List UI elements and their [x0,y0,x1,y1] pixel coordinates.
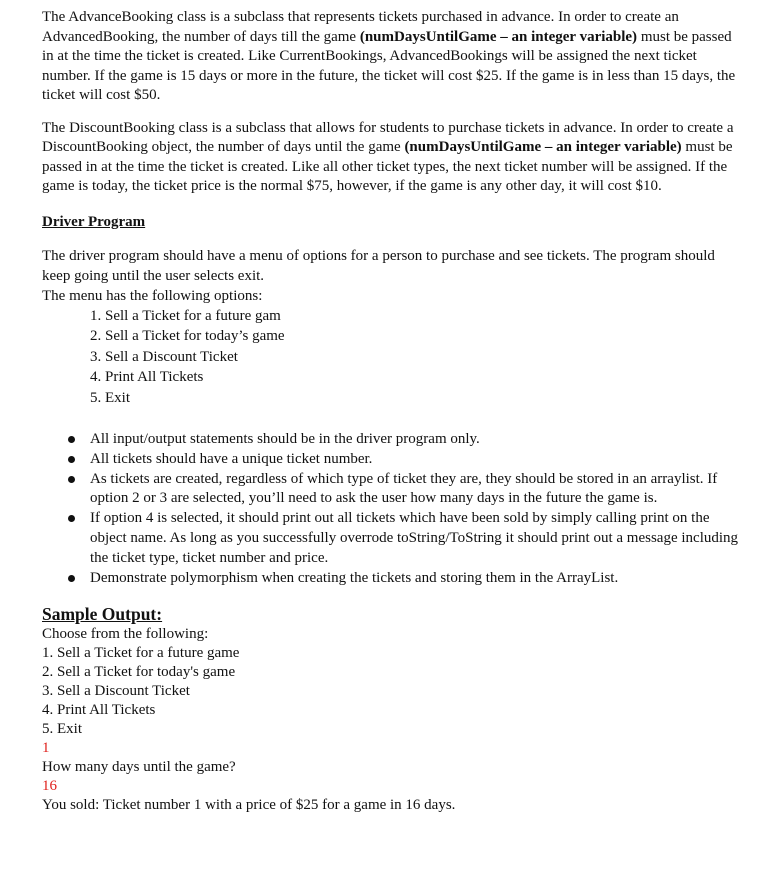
requirement-item: All input/output statements should be in the driver program only. [90,430,742,450]
menu-option: 4. Print All Tickets [90,369,204,386]
sample-result: You sold: Ticket number 1 with a price of $25 for a game in 16 days. [42,797,456,814]
menu-options-list [42,306,742,408]
sample-prompt: How many days until the game? [42,759,236,776]
requirement-item: All tickets should have a unique ticket number. [90,450,742,470]
discount-booking-paragraph: The DiscountBooking class is a subclass that allows for students to purchase tickets in advance. In order to create a DiscountBooking object, the number of days until the game (numDaysUntilGame – an integer variable) must be passed in at the time the ticket is created. Like all other ticket types, the next ticket number will be assigned. If the game is today, the ticket price is the normal $75, however, if the game is any other day, it will cost $10. [42,119,734,194]
requirement-item: Demonstrate polymorphism when creating the tickets and storing them in the ArrayList. [90,569,742,589]
bullet-icon [68,575,75,582]
sample-line: 1. Sell a Ticket for a future game [42,645,240,662]
driver-program-heading: Driver Program [42,213,146,230]
requirement-item: If option 4 is selected, it should print out all tickets which have been sold by simply calling print on the object name. As long as you successfully overrode toString/ToString it should print out a message including the ticket type, ticket number and price. [90,509,742,568]
sample-user-input: 16 [42,778,57,795]
bullet-icon [68,476,75,483]
advance-booking-paragraph: The AdvanceBooking class is a subclass that represents tickets purchased in advance. In order to create an AdvancedBooking, the number of days till the game (numDaysUntilGame – an integer variable) must be passed in at the time the ticket is created. Like CurrentBookings, AdvancedBookings will be assigned the next ticket number. If the game is 15 days or more in the future, the ticket will cost $25. If the game is in less than 15 days, the ticket will cost $50. [42,9,736,103]
sample-output-block [42,625,742,815]
bullet-icon [68,515,75,522]
sample-user-input: 1 [42,740,50,757]
bullet-icon [68,436,75,443]
sample-line: 2. Sell a Ticket for today's game [42,664,236,681]
document-page [42,8,742,815]
menu-option: 5. Exit [90,389,130,406]
menu-option: 2. Sell a Ticket for today’s game [90,328,285,345]
menu-option: 1. Sell a Ticket for a future gam [90,308,281,324]
sample-line: 4. Print All Tickets [42,702,156,719]
menu-intro-text: The menu has the following options: [42,288,263,304]
sample-line: 5. Exit [42,721,82,738]
menu-option: 3. Sell a Discount Ticket [90,348,238,365]
sample-line: Choose from the following: [42,626,209,643]
requirements-list [42,430,742,588]
sample-output-heading: Sample Output: [42,604,163,625]
driver-intro-text: The driver program should have a menu of options for a person to purchase and see tickets. The program should keep going until the user selects exit. [42,248,715,284]
sample-line: 3. Sell a Discount Ticket [42,683,190,700]
bullet-icon [68,456,75,463]
requirement-item: As tickets are created, regardless of which type of ticket they are, they should be stored in an arraylist. If option 2 or 3 are selected, you’ll need to ask the user how many days in the future the game is. [90,470,742,510]
